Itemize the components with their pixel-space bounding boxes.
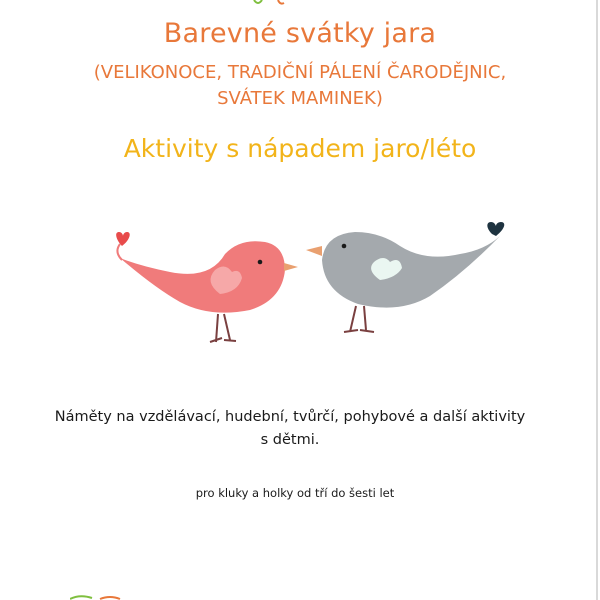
cropped-decoration-bottom — [70, 594, 160, 600]
dark-heart-icon — [487, 222, 504, 236]
pink-bird-eye — [258, 260, 263, 265]
activities-heading: Aktivity s nápadem jaro/léto — [123, 134, 477, 163]
subtitle-line-1: (VELIKONOCE, TRADIČNÍ PÁLENÍ ČARODĚJNIC, — [93, 62, 507, 83]
pink-bird-legs — [210, 314, 236, 342]
grey-bird-beak — [306, 246, 322, 256]
audience-text: pro kluky a holky od tří do šesti let — [195, 486, 395, 500]
pink-bird-body — [120, 241, 285, 312]
pink-heart-icon — [116, 232, 130, 246]
pink-bird-beak — [284, 263, 298, 271]
grey-bird — [306, 222, 504, 332]
pink-bird-tail-curl — [117, 244, 122, 260]
subtitle-line-2: SVÁTEK MAMINEK) — [217, 88, 383, 109]
grey-bird-legs — [344, 306, 374, 332]
page-title: Barevné svátky jara — [163, 18, 437, 49]
grey-bird-body — [322, 232, 500, 308]
grey-bird-eye — [342, 244, 347, 249]
cropped-decoration-top — [232, 0, 302, 6]
description-line-2: s dětmi. — [260, 432, 320, 448]
description-line-1: Náměty na vzdělávací, hudební, tvůrčí, pohybové a další aktivity — [54, 409, 526, 425]
pink-bird — [116, 232, 298, 342]
birds-illustration — [100, 210, 520, 350]
